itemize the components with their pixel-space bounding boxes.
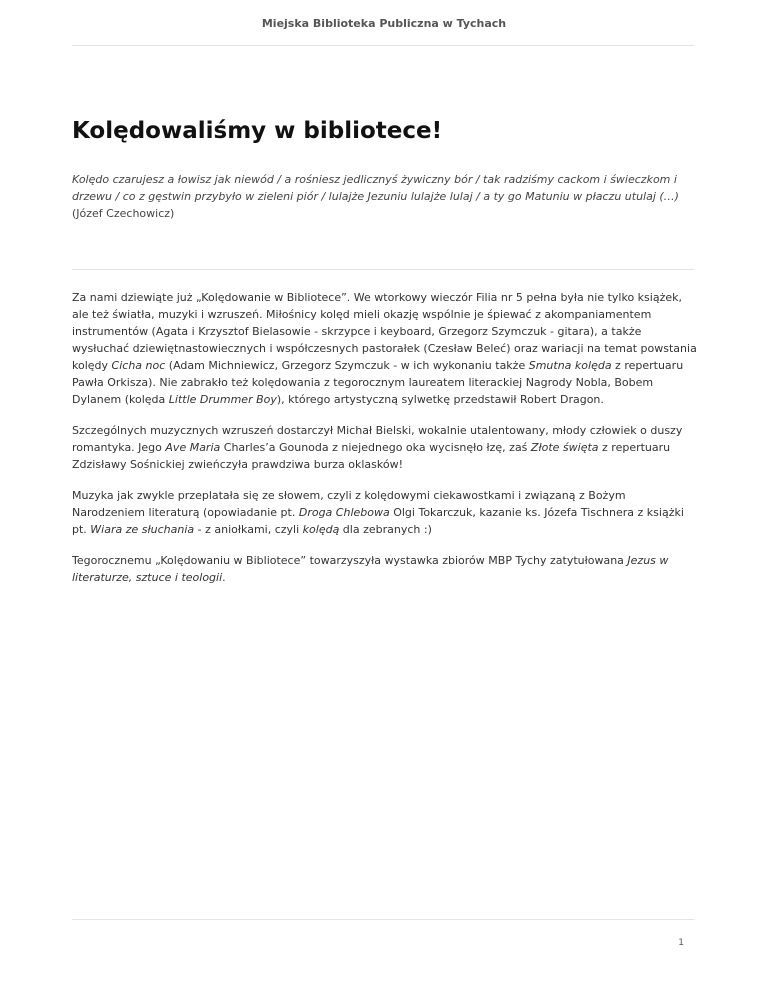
song-title: Cicha noc <box>111 359 166 372</box>
exhibition-title: Jezus w literaturze, sztuce i teologii <box>72 554 669 584</box>
article-title: Kolędowaliśmy w bibliotece! <box>72 118 443 144</box>
epigraph-verse: Kolędo czarujesz a łowisz jak niewód / a rośniesz jedlicznyś żywiczny bór / tak radziśmy cackom i świeczkom i drzewu / co z gęstwin przybyło w zieleni piór / lulajże Jezuniu lulajże lulaj / a ty go Matuniu w płaczu utulaj (…) <box>72 173 679 203</box>
song-title: Smutna kolęda <box>528 359 612 372</box>
epigraph-author: (Józef Czechowicz) <box>72 207 175 220</box>
footer-divider <box>72 919 694 920</box>
paragraph-3: Muzyka jak zwykle przeplatała się ze słowem, czyli z kolędowymi ciekawostkami i związaną z Bożym Narodzeniem literaturą (opowiadanie pt. Droga Chlebowa Olgi Tokarczuk, kazanie ks. Józefa Tischnera z książki pt. Wiara ze słuchania - z aniołkami, czyli kolędą dla zebranych :) <box>72 489 684 536</box>
content-divider <box>72 269 694 270</box>
song-title: Little Drummer Boy <box>168 393 277 406</box>
page-number: 1 <box>678 938 684 948</box>
book-title: Droga Chlebowa <box>298 506 390 519</box>
song-title: Złote święta <box>530 441 599 454</box>
emphasis: kolędą <box>302 523 340 536</box>
paragraph-4: Tegorocznemu „Kolędowaniu w Bibliotece” towarzyszyła wystawka zbiorów MBP Tychy zatytułowana Jezus w literaturze, sztuce i teologii. <box>72 554 669 584</box>
paragraph-1: Za nami dziewiąte już „Kolędowanie w Bibliotece”. We wtorkowy wieczór Filia nr 5 pełna była nie tylko książek, ale też światła, muzyki i wzruszeń. Miłośnicy kolęd mieli okazję wspólnie je śpiewać z akompaniamentem instrumentów (Agata i Krzysztof Bielasowie - skrzypce i keyboard, Grzegorz Szymczuk - gitara), a także wysłuchać dziewiętnastowiecznych i współczesnych pastorałek (Czesław Beleć) oraz wariacji na temat powstania kolędy Cicha noc (Adam Michniewicz, Grzegorz Szymczuk - w ich wykonaniu także Smutna kolęda z repertuaru Pawła Orkisza). Nie zabrakło też kolędowania z tegorocznym laureatem literackiej Nagrody Nobla, Bobem Dylanem (kolęda Little Drummer Boy), którego artystyczną sylwetkę przedstawił Robert Dragon. <box>72 291 697 406</box>
paragraph-2: Szczególnych muzycznych wzruszeń dostarczył Michał Bielski, wokalnie utalentowany, młody człowiek o duszy romantyka. Jego Ave Maria Charles’a Gounoda z niejednego oka wycisnęło łzę, zaś Złote święta z repertuaru Zdzisławy Sośnickiej zwieńczyła prawdziwa burza oklasków! <box>72 424 683 471</box>
epigraph-quote <box>72 171 696 222</box>
site-header: Miejska Biblioteka Publiczna w Tychach <box>261 17 507 30</box>
header-divider <box>72 45 694 46</box>
book-title: Wiara ze słuchania <box>90 523 195 536</box>
article-body <box>72 289 698 600</box>
song-title: Ave Maria <box>165 441 221 454</box>
